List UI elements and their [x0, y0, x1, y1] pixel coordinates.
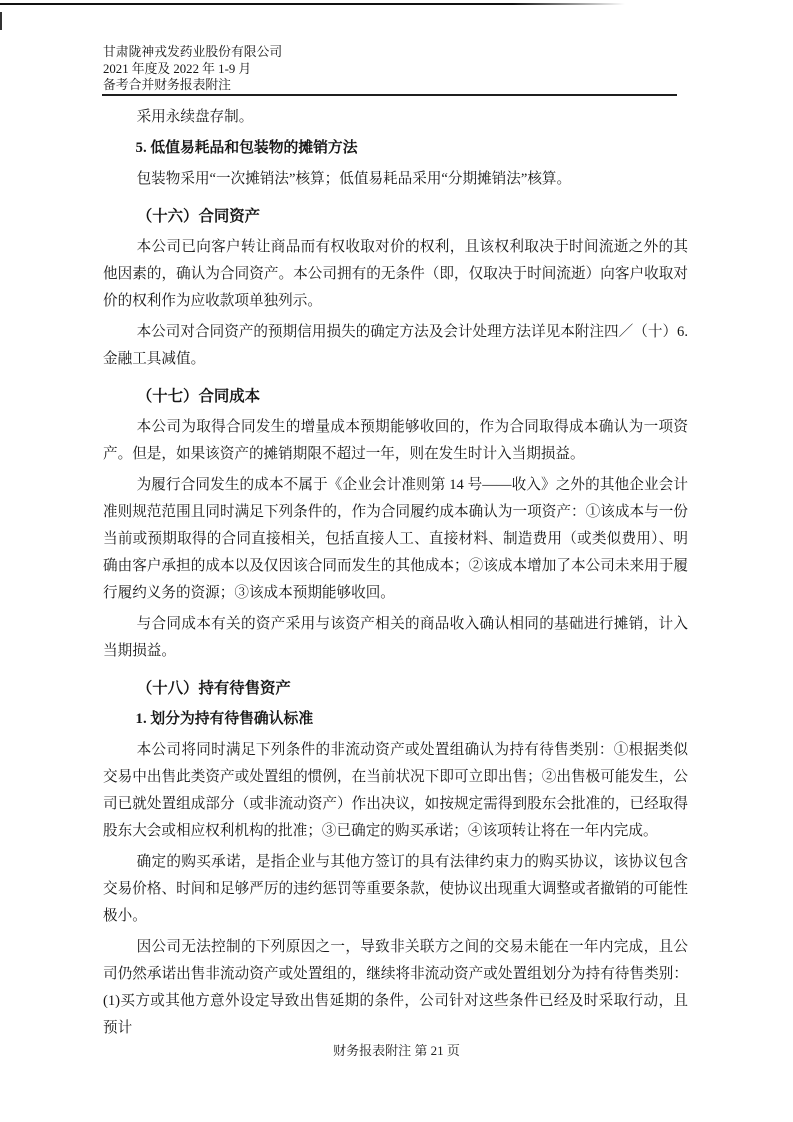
paragraph: 本公司已向客户转让商品而有权收取对价的权利，且该权利取决于时间流逝之外的其他因素的，确认为合同资产。本公司拥有的无条件（即，仅取决于时间流逝）向客户收取对价的权利作为应收款项单独列示。	[103, 239, 688, 309]
scan-mark-left	[0, 12, 2, 30]
section-heading: （十八）持有待售资产	[136, 680, 291, 697]
paragraph: 确定的购买承诺，是指企业与其他方签订的具有法律约束力的购买协议，该协议包含交易价格、时间和足够严厉的违约惩罚等重要条款，使协议出现重大调整或者撤销的可能性极小。	[103, 854, 688, 924]
paragraph: 因公司无法控制的下列原因之一，导致非关联方之间的交易未能在一年内完成，且公司仍然承诺出售非流动资产或处置组的，继续将非流动资产或处置组划分为持有待售类别：(1)买方或其他方意外设定导致出售延期的条件，公司针对这些条件已经及时采取行动，且预计	[103, 939, 688, 1036]
paragraph: 为履行合同发生的成本不属于《企业会计准则第 14 号——收入》之外的其他企业会计准则规范范围且同时满足下列条件的，作为合同履约成本确认为一项资产：①该成本与一份当前或预期取得的合同直接相关，包括直接人工、直接材料、制造费用（或类似费用）、明确由客户承担的成本以及仅因该合同而发生的其他成本；②该成本增加了本公司未来用于履行履约义务的资源；③该成本预期能够收回。	[103, 477, 688, 601]
numbered-heading: 1. 划分为持有待售确认标准	[135, 711, 314, 727]
report-period: 2021 年度及 2022 年 1-9 月	[103, 61, 252, 76]
company-name: 甘肃陇神戎发药业股份有限公司	[103, 45, 283, 59]
document-body	[103, 100, 688, 1046]
paragraph: 本公司将同时满足下列条件的非流动资产或处置组确认为持有待售类别：①根据类似交易中出售此类资产或处置组的惯例，在当前状况下即可立即出售；②出售极可能发生，公司已就处置组成部分（或非流动资产）作出决议，如按规定需得到股东会批准的，已经取得股东大会或相应权利机构的批准；③已确定的购买承诺；④该项转让将在一年内完成。	[103, 742, 688, 839]
paragraph: 本公司对合同资产的预期信用损失的确定方法及会计处理方法详见本附注四／（十）6. 金融工具减值。	[103, 324, 688, 367]
paragraph: 包装物采用“一次摊销法”核算；低值易耗品采用“分期摊销法”核算。	[136, 171, 572, 187]
scan-edge-top	[0, 3, 625, 5]
paragraph: 采用永续盘存制。	[136, 109, 254, 125]
header-rule	[102, 94, 677, 96]
section-heading: （十六）合同资产	[136, 208, 261, 225]
page-header	[103, 44, 688, 94]
paragraph: 本公司为取得合同发生的增量成本预期能够收回的，作为合同取得成本确认为一项资产。但是，如果该资产的摊销期限不超过一年，则在发生时计入当期损益。	[103, 419, 688, 462]
numbered-heading: 5. 低值易耗品和包装物的摊销方法	[135, 140, 358, 156]
document-title: 备考合并财务报表附注	[103, 78, 231, 92]
page-footer: 财务报表附注 第 21 页	[333, 1043, 460, 1058]
section-heading: （十七）合同成本	[136, 388, 261, 405]
paragraph: 与合同成本有关的资产采用与该资产相关的商品收入确认相同的基础进行摊销，计入当期损益。	[103, 616, 688, 659]
